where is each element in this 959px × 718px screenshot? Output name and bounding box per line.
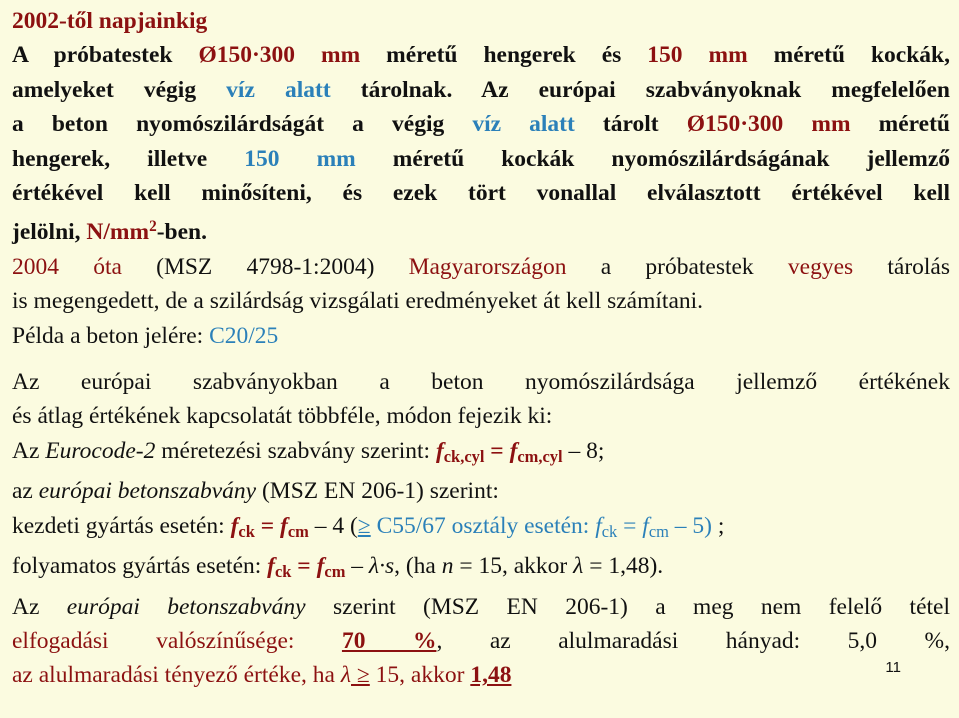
text-line-13: Az Eurocode-2 méretezési szabvány szerint: $f_{ck,cyl} = f_{cm,cyl} - 8$; bbox=[12, 437, 605, 466]
text-line-5: hengerek, illetve 150 mm méretű kockák nyomószilárdságának jellemző bbox=[12, 145, 951, 172]
text-line-6: értékével kell minősíteni, és ezek tört vonallal elválasztott értékével kell bbox=[12, 180, 950, 207]
text-line-4: a beton nyomószilárdságát a végig víz alatt tárolt Ø150·300 mm méretű bbox=[12, 111, 950, 138]
text-line-15: kezdeti gyártás esetén: $f_{ck} = f_{cm} - 4$ (≥ C55/67 osztály esetén: $f_{ck} = f_{cm} - 5$) ; bbox=[12, 512, 725, 541]
text-line-10: Példa a beton jelére: C20/25 bbox=[12, 322, 279, 349]
text-line-11: Az európai szabványokban a beton nyomószilárdsága jellemző értékének bbox=[12, 369, 950, 396]
text-line-12: és átlag értékének kapcsolatát többféle, módon fejezik ki: bbox=[12, 403, 553, 430]
text-line-16: folyamatos gyártás esetén: $f_{ck} = f_{cm} - \lambda\cdot s$, (ha n = 15, akkor λ = 1,48). bbox=[12, 553, 664, 582]
text-line-19: az alulmaradási tényező értéke, ha λ ≥ 15, akkor 1,48 bbox=[12, 662, 512, 689]
text-line-17: Az európai betonszabvány szerint (MSZ EN 206-1) a meg nem felelő tétel bbox=[12, 593, 951, 620]
text-line-2: A próbatestek Ø150·300 mm méretű hengerek és 150 mm méretű kockák, bbox=[12, 42, 950, 69]
text-line-7: jelölni, $N/mm^2$-ben. bbox=[12, 218, 207, 246]
slide-body bbox=[12, 4, 950, 693]
text-line-8: 2004 óta (MSZ 4798-1:2004) Magyarországon a próbatestek vegyes tárolás bbox=[12, 253, 950, 280]
text-line-3: amelyeket végig víz alatt tárolnak. Az európai szabványoknak megfelelően bbox=[12, 76, 950, 103]
section-heading: 2002-től napjainkig bbox=[12, 8, 208, 34]
text-line-18: elfogadási valószínűsége: 70 %, az alulmaradási hányad: 5,0 %, bbox=[12, 627, 951, 654]
text-line-9: is megengedett, de a szilárdság vizsgálati eredményeket át kell számítani. bbox=[12, 288, 704, 315]
text-line-14: az európai betonszabvány (MSZ EN 206-1) szerint: bbox=[12, 478, 499, 505]
page-number: 11 bbox=[885, 659, 901, 676]
